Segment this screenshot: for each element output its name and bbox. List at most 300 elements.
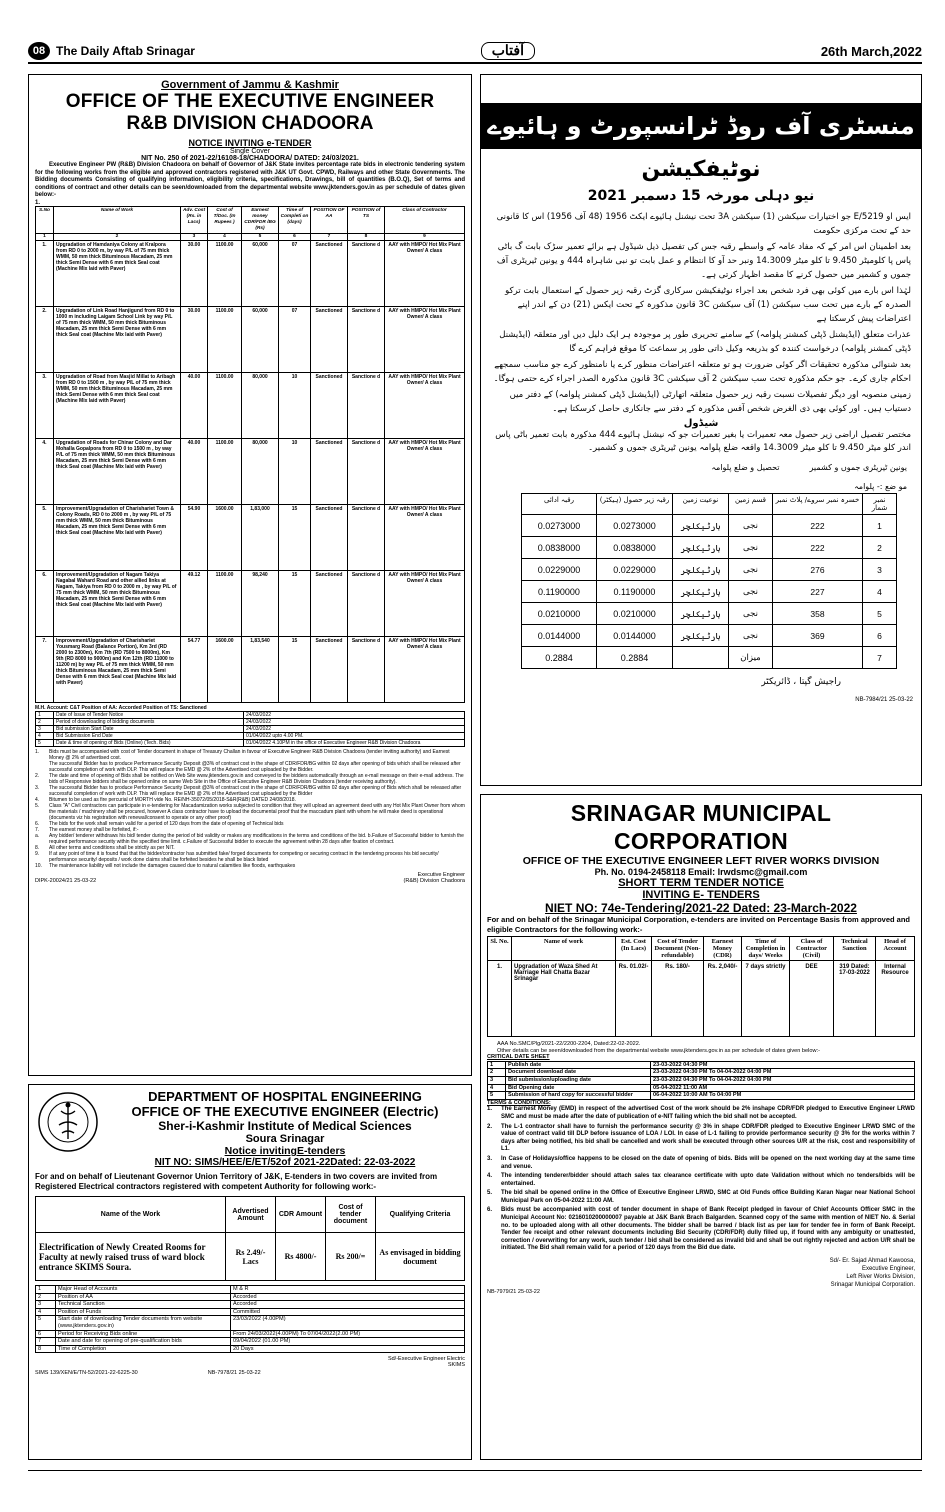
term-number: 10. bbox=[35, 862, 42, 869]
table-cell: 1600.00 bbox=[208, 636, 242, 702]
table-cell: 1100.00 bbox=[208, 438, 242, 504]
urdu-paragraph: بعد اطمینان اس امر کے کہ مفاد عامہ کے واسطے رقبہ جس کی تفصیل ذیل شیڈول ہے برائے تعمیر سڑک بابت گ باٹی پاس پا کلومیٹر 9.450 تا کلو میٹر 14.3009 ونبر حد آو کا انتظام و عمل بابت تو نبی شاہراہ 444 و یونین ٹیریٹری آف جموں و کشمیر میں حصول کرنے کا مقصد اظہار کرتی ہے۔ bbox=[496, 242, 911, 280]
skims-city: Soura Srinagar bbox=[245, 1133, 325, 1145]
table-cell: Sanctioned bbox=[311, 240, 348, 306]
table-row bbox=[36, 1330, 465, 1338]
table-cell: 54.90 bbox=[181, 504, 208, 570]
table-header-cell: Earnest money CDR/FDR /BG (Rs) bbox=[242, 206, 279, 233]
table-cell: 60,000 bbox=[242, 306, 279, 372]
term-number: 9. bbox=[35, 850, 40, 857]
table-cell: نجی bbox=[729, 603, 773, 625]
table-cell: 1100.00 bbox=[208, 306, 242, 372]
table-cell: 7 bbox=[863, 647, 897, 669]
table-cell: 15 bbox=[279, 570, 311, 636]
table-cell: 7 bbox=[36, 1338, 56, 1346]
table-cell bbox=[673, 647, 729, 669]
table-cell: 319 Dated: 17-03-2022 bbox=[834, 961, 876, 1037]
table-row bbox=[522, 537, 897, 559]
table-cell: Improvement/Upgradation of Charishariet Yousmarg Road (Balance Portion), Km 3rd (RD 2000 to 2300m), Km 7th (RD 7500 to 8000m), Km 9th (RD 8000 to 9000m) and Km 12th (RD 11000 to 11200 m) by way P/L of 75 mm thick WMM, 50 mm thick Bituminous Macadam, 25 mm thick Semi Dense with 6 mm thick Seal coat (Machine Mix laid with Paver) bbox=[54, 636, 181, 702]
table-cell: Sanctione d bbox=[348, 306, 385, 372]
table-col-number: 5 bbox=[242, 233, 279, 240]
table-cell: 07 bbox=[279, 240, 311, 306]
table-cell: Sanctione d bbox=[348, 372, 385, 438]
table-row bbox=[36, 711, 465, 718]
table-row bbox=[36, 240, 465, 306]
table-cell: 54.77 bbox=[181, 636, 208, 702]
urdu-paragraph: زمینی منصوبہ اور دیگر تفصیلات نسبت رقبہ زیر حصول متعلقہ اتھارٹی (ایڈیشنل ڈپٹی کمشنر پلوامہ) کے دفتر میں دستیاب ہیں۔ اور کوئی بھی ذی الغرض شخص آفس مذکورہ کے دفتر سے جانکاری حاصل کرسکتا ہے۔ bbox=[509, 390, 911, 414]
skims-office: OFFICE OF THE EXECUTIVE ENGINEER (Electric) bbox=[131, 1104, 439, 1119]
term-number: 2. bbox=[35, 772, 40, 779]
table-cell: 358 bbox=[773, 603, 863, 625]
table-cell: 369 bbox=[773, 625, 863, 647]
table-row bbox=[488, 1092, 915, 1100]
smc-sign-line: Srinagar Municipal Corporation. bbox=[830, 1282, 915, 1289]
table-cell: Period for Receiving Bids online bbox=[56, 1330, 231, 1338]
term-text: The date and time of opening of Bids shall be notified on Web Site www.jktenders.gov.in and conveyed to the bidders automatically through an e-mail message on their e-mail address. The bids of Responsive bidders shall be opened online on same Web Site in the Office of Executive Engineer R&B Division Chadoora (tender receiving authority). bbox=[49, 772, 464, 785]
smc-other: Other details can be seen/downloaded from the departmental website www.jktenders.gov.in as per schedule of dates given below:- bbox=[497, 1047, 820, 1054]
term-number: 2. bbox=[487, 1123, 493, 1130]
header-rule bbox=[28, 62, 922, 64]
smc-sign-line: Executive Engineer, bbox=[861, 1266, 915, 1273]
table-col-number: 3 bbox=[181, 233, 208, 240]
morth-sign: راجیش گپتا ، ڈائریکٹر bbox=[761, 677, 841, 687]
table-cell: 8 bbox=[36, 1345, 56, 1353]
paper-logo: آفتاب bbox=[481, 42, 535, 60]
smc-dates-table bbox=[487, 1061, 915, 1100]
rb-sign-2: (R&B) Division Chadoora bbox=[403, 877, 465, 884]
table-cell: ہارٹیکلچر bbox=[673, 515, 729, 537]
rb-dipk: DIPK-20024/21 25-03-22 bbox=[35, 877, 97, 884]
table-cell: Period of downloading of bidding documents bbox=[54, 718, 244, 725]
table-row bbox=[522, 647, 897, 669]
smc-phone: Ph. No. 0194-2458118 Email: lrwdsmc@gmail.com bbox=[594, 867, 808, 877]
table-row bbox=[522, 625, 897, 647]
table-cell: 6 bbox=[863, 625, 897, 647]
table-cell: Position of AA bbox=[56, 1293, 231, 1301]
table-cell: 0.1190000 bbox=[597, 581, 673, 603]
table-cell: 40.00 bbox=[181, 372, 208, 438]
footer-rule bbox=[28, 1470, 922, 1471]
table-cell: 0.0838000 bbox=[597, 537, 673, 559]
table-cell: As envisaged in bidding document bbox=[376, 1233, 465, 1281]
table-cell: 4 bbox=[36, 732, 54, 739]
morth-meta-3: مو ضع :- پلوامہ bbox=[854, 482, 907, 491]
urdu-paragraph: ایس او 5219/E جو اختیارات سیکشن (1) سیکشن 3A تحت نیشنل ہائیوے ایکٹ 1956 (48 آف 1956) اس کا قانونی حد کے تحت مرکزی حکومت bbox=[496, 212, 911, 236]
table-cell: 5. bbox=[36, 504, 54, 570]
table-header-cell: Cost of T/Doc. (In Rupees ) bbox=[208, 206, 242, 233]
table-cell: Rs. 180/- bbox=[652, 961, 704, 1037]
table-cell: 222 bbox=[773, 515, 863, 537]
table-cell: 222 bbox=[773, 537, 863, 559]
table-cell: Sanctione d bbox=[348, 636, 385, 702]
rb-cover: Single Cover bbox=[229, 148, 271, 155]
table-header-cell: Cost of Tender Document (Non-refundable) bbox=[652, 937, 704, 961]
table-cell: 23-03-2022 04:30 PM bbox=[651, 1061, 915, 1069]
table-cell: ہارٹیکلچر bbox=[673, 537, 729, 559]
smc-sign bbox=[487, 1257, 915, 1289]
table-cell: 80,000 bbox=[242, 438, 279, 504]
rb-sign-1: Executive Engineer bbox=[417, 871, 465, 878]
table-cell: 4 bbox=[36, 1308, 56, 1316]
table-header-cell: Name of work bbox=[512, 937, 616, 961]
table-cell: Sanctione d bbox=[348, 438, 385, 504]
table-row bbox=[36, 636, 465, 702]
smc-aaa: AAA No.SMC/Plg/2021-22/2200-2204, Dated:22-02-2022. bbox=[497, 1041, 641, 1047]
table-header-cell: Advertised Amount bbox=[226, 1197, 276, 1233]
skims-institute: Sher-i-Kashmir Institute of Medical Sciences bbox=[158, 1119, 412, 1133]
table-cell: AAY with HMPO/ Hot Mix Plant Owner/ A class bbox=[385, 372, 465, 438]
table-cell: 0.0273000 bbox=[597, 515, 673, 537]
table-cell: 24/03/2022 bbox=[244, 725, 465, 732]
table-header-row bbox=[522, 494, 897, 515]
term-item bbox=[487, 1207, 915, 1253]
smc-office: OFFICE OF THE EXECUTIVE ENGINEER LEFT RIVER WORKS DIVISION bbox=[522, 855, 880, 867]
term-text: The successful Bidder has to produce Performance Security Deposit @3% of contract cost in the shape of CDR/FDR/BG within 02 days after opening of Bids which shall be released after successful completion of work with DLP. This will replace the EMD @ 2% of the Advertised cost uploaded by the Bidder bbox=[49, 784, 462, 797]
table-row bbox=[36, 732, 465, 739]
table-col-number: 9 bbox=[385, 233, 465, 240]
term-text: Class "A" Civil contractors can participate in e-tendering for Macadamization works subjected to condition that they will upload an agreement deed with any Hot Mix Plant Owner from whom the materials / machinery shall be procured, however A class contractor have to upload the documental proof that the maccadum plant with whom he will make deed is operational (documents viz his registration with renewal/consent to operate or any other proof) bbox=[49, 802, 465, 821]
table-row bbox=[36, 1301, 465, 1309]
urdu-paragraph: لہٰذا اس بارے میں کوئی بھی فرد شخص بعد اجراء نوٹیفکیشن سرکاری گزٹ رقبہ زیر حصول کے استعمال بابت ترکو الصدرہ کے بارے میں تحت سب سیکشن (1) آف سیکشن 3C قانون مذکورہ کے تحت ایکس (21) دن کے اندر اپنے اعتراضات پیش کرسکتا ہے bbox=[505, 286, 911, 324]
smc-foot: NB-7979/21 25-03-22 bbox=[487, 1289, 540, 1296]
table-header-cell: Adv. Cost (Rs. in Lacs) bbox=[181, 206, 208, 233]
table-cell: 1,83,000 bbox=[242, 504, 279, 570]
term-text: The earnest money shall be forfeited, if:- bbox=[49, 826, 139, 833]
table-cell: 1 bbox=[488, 1061, 506, 1069]
term-number: 1. bbox=[35, 748, 40, 755]
table-header-cell: رقبہ زیر حصول (ہیکٹر) bbox=[597, 494, 673, 515]
term-number: 6. bbox=[487, 1207, 493, 1214]
table-cell: نجی bbox=[729, 625, 773, 647]
table-cell: Sanctioned bbox=[311, 306, 348, 372]
rb-notice-heading: NOTICE INVITING e-TENDER bbox=[188, 138, 312, 148]
table-cell: Sanctioned bbox=[311, 438, 348, 504]
table-cell: 5 bbox=[36, 739, 54, 746]
table-cell: نجی bbox=[729, 581, 773, 603]
table-cell: Sanctioned bbox=[311, 372, 348, 438]
table-cell: 0.2884 bbox=[597, 647, 673, 669]
table-cell: Submission of hard copy for successful bidder bbox=[506, 1092, 651, 1100]
term-text: In Case of Holidays/office happens to be closed on the date of opening of bids. Bids will be opened on the next working day at the same time and venue. bbox=[501, 1155, 915, 1170]
skims-info-table bbox=[35, 1285, 465, 1353]
skims-foot-2: NB-7978/21 25-03-22 bbox=[207, 1370, 261, 1377]
table-cell: 10 bbox=[279, 438, 311, 504]
table-cell: Upgradation of Hamdaniya Colony at Kralpora from RD 0 to 2000 m, by way P/L of 75 mm thick WMM, 50 mm thick Bituminous Macadam, 25 mm thick Semi Dense with 6 mm thick Seal coat (Machine Mix laid with Paver) bbox=[54, 240, 181, 306]
smc-title: SRINAGAR MUNICIPAL CORPORATION bbox=[570, 800, 832, 854]
table-cell: 15 bbox=[279, 504, 311, 570]
table-cell: 1. bbox=[36, 240, 54, 306]
table-cell: 4 bbox=[863, 581, 897, 603]
table-cell: 2 bbox=[863, 537, 897, 559]
smc-sign-line: Sd/- Er. Sajad Ahmad Kawoosa, bbox=[829, 1258, 915, 1265]
morth-foot: NB-7984/21 25-03-22 bbox=[855, 697, 913, 703]
table-cell: Bid submission Start Date bbox=[54, 725, 244, 732]
table-cell: Internal Resource bbox=[876, 961, 915, 1037]
table-header-cell: Class of Contractor bbox=[385, 206, 465, 233]
term-text: The bid shall be opened online in the Office of Executive Engineer LRWD, SMC at Old Funds office Building Karan Nagar near National School Municipal Park on 05-04-2022 11:00 AM. bbox=[501, 1190, 915, 1204]
skims-notice-heading: Notice invitingE-tenders bbox=[224, 1145, 346, 1157]
table-cell: 0.0144000 bbox=[597, 625, 673, 647]
smc-work-table bbox=[487, 936, 915, 1037]
table-cell: Technical Sanction bbox=[56, 1301, 231, 1309]
table-cell: 4. bbox=[36, 438, 54, 504]
term-item bbox=[487, 1173, 915, 1188]
table-cell: Document download date bbox=[506, 1069, 651, 1077]
table-row bbox=[36, 1286, 465, 1294]
skims-emblem-icon bbox=[37, 1091, 99, 1153]
table-row bbox=[36, 1338, 465, 1346]
morth-desc: مختصر تفصیل اراضی زیر حصول معہ تعمیرات یا بغیر تعمیرات جو کہ نیشنل ہائیوے 444 مذکورہ بابت تعمیر باٹی پاس اندر کلو میٹر 9.450 تا کلو میٹر 14.3009 واقعہ ضلع پلوامہ یونین ٹیریٹری جموں و کشمیر۔ bbox=[495, 430, 911, 453]
table-cell: Bid Submission End Date bbox=[54, 732, 244, 739]
table-cell: Sanctione d bbox=[348, 570, 385, 636]
table-header-cell: Name of the Work bbox=[36, 1197, 226, 1233]
table-header-cell: Technical Sanction bbox=[834, 937, 876, 961]
table-cell: 3 bbox=[36, 1301, 56, 1309]
table-cell: Accorded bbox=[231, 1301, 465, 1309]
table-cell: 227 bbox=[773, 581, 863, 603]
table-cell: 0.0838000 bbox=[522, 537, 597, 559]
table-row bbox=[36, 570, 465, 636]
table-cell: Rs. 2,040/- bbox=[704, 961, 742, 1037]
term-item bbox=[487, 1106, 915, 1121]
rb-note: M.H. Account: C&T Position of AA: Accorded Position of TS: Sanctioned bbox=[35, 704, 207, 711]
table-cell: 1 bbox=[36, 1286, 56, 1294]
morth-urdu-notice bbox=[480, 74, 922, 786]
table-header-cell: POSITION OF AA bbox=[311, 206, 348, 233]
table-row bbox=[36, 306, 465, 372]
term-text: The L-1 contractor shall have to furnish the performance security @ 3% in shape CDR/FDR pledged to Executive Engineer LRWD SMC of the value of contract valid till DLP before issuance of LOA / LOI. In case of L-1 failing to provide performance security @ 3% for the works within 7 days after being notified, his bid shall be cancelled and work shall be executed through other sources U/R at the risk, cost and responsibility of L1. bbox=[501, 1123, 915, 1153]
term-item bbox=[487, 1156, 915, 1171]
morth-land-table bbox=[521, 493, 897, 669]
table-row bbox=[522, 515, 897, 537]
term-text: The intending tenderer/bidder should attach sales tax clearance certificate with upto date Validation without which no tenders/bids will be entertained. bbox=[501, 1173, 915, 1187]
table-cell: Electrification of Newly Created Rooms for Faculty at newly raised truss of ward block entrance SKIMS Soura. bbox=[36, 1233, 226, 1281]
smc-sign-line: Left River Works Division, bbox=[846, 1274, 915, 1281]
table-cell: Start date of downloading Tender documents from website (www.jktenders.gov.in) bbox=[56, 1316, 231, 1330]
term-item bbox=[35, 833, 465, 845]
morth-notification: نوٹیفکیشن bbox=[641, 157, 761, 182]
header-left bbox=[28, 42, 195, 60]
table-cell: Upgradation of Link Road Hanjigund from RD 0 to 1000 m including Laigam School Link by way P/L of 75 mm thick WMM, 50 mm thick Bituminous Macadam, 25 mm thick Semi Dense with 6 mm thick Seal coat (Machine Mix laid with Paver) bbox=[54, 306, 181, 372]
table-cell: ہارٹیکلچر bbox=[673, 559, 729, 581]
table-cell: 10 bbox=[279, 372, 311, 438]
table-cell: Rs 4800/- bbox=[276, 1233, 326, 1281]
table-cell: 2 bbox=[36, 718, 54, 725]
table-cell: 7 days strictly bbox=[742, 961, 790, 1037]
table-cell: 5 bbox=[36, 1316, 56, 1330]
table-col-number: 1 bbox=[36, 233, 54, 240]
term-text: The successful Bidder has to produce Performance Security Deposit @3% of contract cost in the shape of CDR/FDR/BG within 02 days after opening of bids which shall be released after successful completion of work with DLP. This will replace the EMD @ 2% of the Advertised cost uploaded by the Bidder. bbox=[49, 760, 461, 773]
table-cell: 1100.00 bbox=[208, 372, 242, 438]
table-cell: 1. bbox=[488, 961, 512, 1037]
smc-nit: NIET NO: 74e-Tendering/2021-22 Dated: 23-March-2022 bbox=[545, 901, 857, 915]
term-item bbox=[35, 749, 465, 761]
table-cell: 01/04/2022 4.10PM in the office of Executive Engineer R&B Division Chadoora bbox=[244, 739, 465, 746]
morth-meta-1: یونین ٹیریٹری جموں و کشمیر bbox=[809, 463, 907, 472]
table-row bbox=[36, 372, 465, 438]
table-header-cell: Sl. No. bbox=[488, 937, 512, 961]
term-number: 3. bbox=[487, 1155, 493, 1162]
rb-chadoora-notice bbox=[28, 74, 472, 1076]
table-cell: Upgradation of Roads for Chinar Colony and Dar Mohalla Gopalpora from RD 0 to 1500 m , by way P/L of 75 mm thick WMM, 50 mm thick Bituminous Macadam, 25 mm thick Semi Dense with 6 mm thick Seal coat (Machine Mix laid with Paver) bbox=[54, 438, 181, 504]
smc-intro: For and on behalf of the Srinagar Municipal Corporation, e-tenders are invited on Percentage Basis from approved and eligible Contractors for the following work:- bbox=[487, 915, 910, 934]
table-cell: Sanctione d bbox=[348, 240, 385, 306]
table-cell: Committed bbox=[231, 1308, 465, 1316]
table-cell: AAY with HMPO/ Hot Mix Plant Owner/ A class bbox=[385, 240, 465, 306]
rb-govt: Government of Jammu & Kashmir bbox=[161, 79, 339, 91]
table-cell: Bid submission/uploading date bbox=[506, 1076, 651, 1084]
skims-sign-1: Sd/-Executive Engineer Electric bbox=[387, 1356, 465, 1363]
table-cell: 1 bbox=[863, 515, 897, 537]
table-cell: Accorded bbox=[231, 1293, 465, 1301]
table-row bbox=[36, 1308, 465, 1316]
smc-terms bbox=[487, 1106, 915, 1253]
morth-paras bbox=[481, 204, 921, 416]
skims-foot-1: SIMS 139/XEN/E/TN-52/2021-22-6225-30 bbox=[35, 1370, 138, 1377]
table-cell: ہارٹیکلچر bbox=[673, 581, 729, 603]
table-cell: 0.0144000 bbox=[522, 625, 597, 647]
rb-nit: NIT No. 250 of 2021-22/16108-18/CHADOORA/ DATED: 24/03/2021. bbox=[141, 155, 359, 162]
table-header-row bbox=[36, 1197, 465, 1233]
table-header-cell: Time of Completi on (days) bbox=[279, 206, 311, 233]
term-number: 8. bbox=[35, 844, 40, 851]
rb-dates-table bbox=[35, 711, 465, 747]
term-text: Bitumen to be used as fire percurial of MORTH vide No. RE/NH-35072/05/2018-S&R(R&B) DATED 24/08/2018. bbox=[49, 796, 296, 803]
table-cell: 20 Days bbox=[231, 1345, 465, 1353]
table-cell: 2 bbox=[488, 1069, 506, 1077]
table-cell: 2. bbox=[36, 306, 54, 372]
term-text: Bids must be accompanied with cost of tender document in shape of Bank Receipt pledged in favour of Chief Accounts Officer SMC in the Municipal Account No: 0216010200000007 payable at J&K Bank Brach Balgarden. Scanned copy of the same with mention of NIET No. & Serial no. to be uploaded along with all other documents. The bidder shall be barred / black list as per law for tender fee in form of Bank Receipt. Tender fee receipt and other relevant documents including Bid Security (CDR/FDR) dully filled up, if found with any ambiguity or unattested, correction / overwriting for any work, such tender / bid shall be considered as invalid bid and shall be out rightly rejected and action U/R shall be initiated. The Bid shall remain valid for a period of 120 days from the Bid due date. bbox=[501, 1207, 915, 1252]
table-cell: 2 bbox=[36, 1293, 56, 1301]
term-number: 4. bbox=[35, 796, 40, 803]
rb-pre: 1. bbox=[35, 199, 41, 206]
table-cell: 0.1190000 bbox=[522, 581, 597, 603]
table-cell: 3 bbox=[36, 725, 54, 732]
table-header-cell: Head of Account bbox=[876, 937, 915, 961]
header-date: 26th March,2022 bbox=[820, 43, 922, 59]
table-cell: 3. bbox=[36, 372, 54, 438]
table-col-number: 4 bbox=[208, 233, 242, 240]
table-row bbox=[36, 1293, 465, 1301]
table-row bbox=[488, 961, 915, 1037]
term-text: All other terms and conditions shall be strictly as per NIT. bbox=[49, 844, 175, 851]
term-number bbox=[35, 761, 49, 773]
table-cell: AAY with HMPO/ Hot Mix Plant Owner/ A class bbox=[385, 438, 465, 504]
table-cell: ہارٹیکلچر bbox=[673, 625, 729, 647]
table-cell: Upgradation of Waza Shed At Marriage Hall Chatta Bazar Srinagar bbox=[512, 961, 616, 1037]
table-cell: 4 bbox=[488, 1084, 506, 1092]
table-cell: Bid Opening date bbox=[506, 1084, 651, 1092]
table-header-cell: CDR Amount bbox=[276, 1197, 326, 1233]
page-number: 08 bbox=[28, 42, 50, 60]
term-number: 7. bbox=[35, 826, 40, 833]
table-cell: 07 bbox=[279, 306, 311, 372]
table-row bbox=[36, 739, 465, 746]
term-number: 5. bbox=[35, 802, 40, 809]
term-item bbox=[35, 773, 465, 785]
table-cell: 0.2884 bbox=[522, 647, 597, 669]
term-item bbox=[487, 1190, 915, 1205]
term-number: 6. bbox=[35, 820, 40, 827]
term-text: If at any point of time it is found that that the bidder/contractor has submitted fake/ forged documents for competing or securing contract in the tendering process his bid security/ performance security/ deposits / work done claims shall be forfeited besides he shall be black listed bbox=[49, 850, 439, 863]
term-item bbox=[35, 761, 465, 773]
table-cell: 80,000 bbox=[242, 372, 279, 438]
table-cell: AAY with HMPO/ Hot Mix Plant Owner/ A class bbox=[385, 504, 465, 570]
table-header-cell: Qualifying Criteria bbox=[376, 1197, 465, 1233]
table-header-cell: Earnest Money (CDR) bbox=[704, 937, 742, 961]
table-cell: نجی bbox=[729, 537, 773, 559]
smc-critical: CRITICAL DATE SHEET bbox=[487, 1054, 550, 1061]
table-cell: 1 bbox=[36, 711, 54, 718]
skims-intro: For and on behalf of Lieutenant Governor Union Territory of J&K, E-tenders in two covers are invited from Registered Electrical contractors registered with competent Authority for following work:- bbox=[35, 1172, 438, 1191]
table-cell: Improvement/Upgradation of Charishariet Town & Colony Roads, RD 0 to 2000 m , by way P/L of 75 mm thick WMM, 50 mm thick Bituminous Macadam, 25 mm thick Semi Dense with 6 mm thick Seal coat (Machine Mix laid with Paver) bbox=[54, 504, 181, 570]
morth-meta-2: تحصیل و ضلع پلوامہ bbox=[711, 463, 780, 472]
table-header-cell: S.No bbox=[36, 206, 54, 233]
table-cell: 05-04-2022 11:00 AM bbox=[651, 1084, 915, 1092]
table-cell: 3 bbox=[488, 1076, 506, 1084]
urdu-paragraph: بعد شنوائی مذکورہ تحقیقات اگر کوئی ضرورت ہو تو متعلقہ اعتراضات منظور کرے یا نامنظور کرے جو مناسب سمجھے احکام جاری کرے۔ جو حکم مذکورہ تحت سب سیکشن 2 آف سیکشن 3C قانون مذکورہ الصدر اجراء کرے حتمی ہوگا۔ bbox=[493, 360, 911, 384]
table-cell: Rs. 01.02/- bbox=[616, 961, 652, 1037]
table-cell: 24/03/2022 bbox=[244, 711, 465, 718]
table-cell: Sanctioned bbox=[311, 570, 348, 636]
table-row bbox=[36, 1233, 465, 1281]
table-cell: DEE bbox=[790, 961, 834, 1037]
table-cell: 0.0229000 bbox=[522, 559, 597, 581]
rb-terms bbox=[35, 749, 465, 869]
table-cell: Rs 200/= bbox=[326, 1233, 376, 1281]
morth-schedule: شیڈول bbox=[683, 418, 719, 429]
table-row bbox=[522, 581, 897, 603]
table-cell: Rs 2.49/- Lacs bbox=[226, 1233, 276, 1281]
table-cell: Sanctione d bbox=[348, 504, 385, 570]
rb-intro: Executive Engineer PW (R&B) Division Chadoora on behalf of Governor of J&K State invites percentage rate bids in electronic tendering system for the following works from the eligible and approved contractors registered with J&K UT Govt. CPWD, Railways and other State Governments. The Bidding documents Consisting of qualifying information, eligibility criteria, specifications, Drawings, bill of quantities (B.O.Q), Set of terms and conditions of contract and other details can be seen/downloaded from the departmental website www.jktenders.gov.in as per schedule of dates given below:- bbox=[35, 162, 465, 198]
table-cell: 40.00 bbox=[181, 438, 208, 504]
term-number: a. bbox=[35, 832, 40, 839]
paper-name: The Daily Aftab Srinagar bbox=[56, 44, 195, 58]
table-cell: 0.0210000 bbox=[522, 603, 597, 625]
table-cell: Improvement/Upgradation of Nagam Takiya Nagabal Wahard Road and other allied links at Nagam, Takiya from RD 0 to 2000 m , by way P/L of 75 mm thick WMM, 50 mm thick Bituminous Macadam, 25 mm thick Semi Dense with 6 mm thick Seal coat (Machine Mix laid with Paver) bbox=[54, 570, 181, 636]
skims-work-table bbox=[35, 1196, 465, 1281]
term-text: Any bidder/ tenderer withdraws his bid/ tender during the period of bid validity or makes any modifications in the terms and conditions of the bid. b.Failure of Successful bidder to furnish the required performance security within the specified time limit. c.Failure of Successful bidder to execute the agreement within 28 days after fixation of contract. bbox=[49, 832, 464, 845]
morth-meta bbox=[481, 455, 921, 472]
table-cell: 49.12 bbox=[181, 570, 208, 636]
table-col-number: 7 bbox=[311, 233, 348, 240]
table-cell: 98,240 bbox=[242, 570, 279, 636]
table-cell: 0.0229000 bbox=[597, 559, 673, 581]
table-cell: 6 bbox=[36, 1330, 56, 1338]
table-cell: Position of Funds bbox=[56, 1308, 231, 1316]
table-cell: 0.0210000 bbox=[597, 603, 673, 625]
page-header bbox=[28, 40, 922, 62]
table-cell: 01/04/2022 upto 4.00 PM. bbox=[244, 732, 465, 739]
table-row bbox=[488, 1084, 915, 1092]
table-cell: 3 bbox=[863, 559, 897, 581]
table-row bbox=[488, 1061, 915, 1069]
table-number-row bbox=[36, 233, 465, 240]
table-row bbox=[488, 1076, 915, 1084]
table-cell: 09/04/2022 (01.00 PM) bbox=[231, 1338, 465, 1346]
table-cell: Time of Completion bbox=[56, 1345, 231, 1353]
table-cell: نجی bbox=[729, 515, 773, 537]
morth-dated: نیو دہلی مورخہ 15 دسمبر 2021 bbox=[587, 188, 815, 204]
table-col-number: 2 bbox=[54, 233, 181, 240]
table-cell: 23/03/2022 (4.00PM) bbox=[231, 1316, 465, 1330]
skims-sign-2: SKIMS bbox=[447, 1362, 465, 1369]
table-cell: 7. bbox=[36, 636, 54, 702]
smc-short: SHORT TERM TENDER NOTICE bbox=[618, 877, 784, 889]
table-cell: Date & time of opening of Bids (Online) (Tech. Bids) bbox=[54, 739, 244, 746]
table-cell: 1600.00 bbox=[208, 504, 242, 570]
